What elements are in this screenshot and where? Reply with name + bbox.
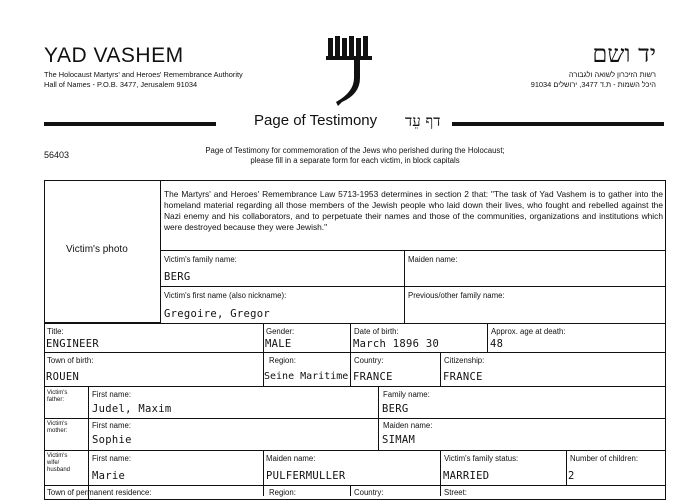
citizenship-field[interactable]: FRANCE xyxy=(443,371,483,383)
org-address-he xyxy=(531,80,656,90)
divider xyxy=(350,323,351,353)
spouse-row-label xyxy=(47,453,70,474)
divider xyxy=(160,250,666,251)
divider xyxy=(263,450,264,486)
children-label: Number of children: xyxy=(570,454,639,463)
divider xyxy=(487,323,488,353)
father-family-name-field[interactable]: BERG xyxy=(382,403,409,415)
mother-row-label-line2: mother: xyxy=(47,428,68,434)
divider xyxy=(44,323,666,324)
region-field[interactable]: Seine Maritime xyxy=(264,371,349,382)
form-title-en: Page of Testimony xyxy=(254,112,378,129)
mother-row-label xyxy=(47,421,67,435)
father-row-label-line1: Victim's xyxy=(47,390,68,396)
divider xyxy=(44,485,666,486)
dob-label: Date of birth: xyxy=(354,327,399,336)
age-field[interactable]: 48 xyxy=(490,338,504,350)
father-row-label-line2: father: xyxy=(47,397,65,403)
spouse-row-label-line1: Victim's xyxy=(47,453,68,459)
spouse-row-label-line2: wife/ xyxy=(47,460,60,466)
dob-field[interactable]: March 1896 30 xyxy=(353,338,440,350)
family-status-field[interactable]: MARRIED xyxy=(443,470,490,482)
father-row-label xyxy=(47,390,67,404)
mother-maiden-name-field[interactable]: SIMAM xyxy=(382,434,416,446)
mother-row-label-line1: Victim's xyxy=(47,421,68,427)
gender-label: Gender: xyxy=(266,327,295,336)
law-text: The Martyrs' and Heroes' Remembrance Law 5713-1953 determines in section 2 that: "The task of Yad Vashem is to gather into the homeland material regarding all those members of the Jewish people who laid down their lives, who fought and rebelled against the Nazi enemy and his collaborators, and to perpetuate their names and those of the communities, organizations and institutions which were destroyed because they were Jewish." xyxy=(164,189,663,233)
title-rule-right xyxy=(452,122,664,126)
mother-first-name-label: First name: xyxy=(92,421,131,430)
region-label: Region: xyxy=(269,356,296,365)
form-intro xyxy=(160,146,550,166)
town-of-birth-field[interactable]: ROUEN xyxy=(46,371,80,383)
spouse-maiden-name-field[interactable]: PULFERMULLER xyxy=(266,470,346,482)
first-name-label: Victim's first name (also nickname): xyxy=(164,291,287,300)
divider xyxy=(44,386,666,387)
father-family-name-label: Family name: xyxy=(383,390,430,399)
maiden-name-label: Maiden name: xyxy=(408,255,458,264)
yad-vashem-emblem-icon xyxy=(324,36,376,113)
family-status-label: Victim's family status: xyxy=(444,454,519,463)
divider xyxy=(88,386,89,500)
father-first-name-label: First name: xyxy=(92,390,131,399)
divider xyxy=(263,323,264,353)
divider xyxy=(44,418,666,419)
org-address-en: Hall of Names - P.O.B. 3477, Jerusalem 91034 xyxy=(44,80,198,89)
family-name-field[interactable]: BERG xyxy=(164,271,191,283)
age-label: Approx. age at death: xyxy=(491,327,566,336)
town-of-birth-label: Town of birth: xyxy=(47,356,94,365)
family-name-label: Victim's family name: xyxy=(164,255,237,264)
divider xyxy=(160,286,666,287)
divider xyxy=(44,450,666,451)
title-field[interactable]: ENGINEER xyxy=(46,338,99,350)
residence-street-label: Street: xyxy=(444,488,467,497)
country-field[interactable]: FRANCE xyxy=(353,371,393,383)
org-title-en: YAD VASHEM xyxy=(44,44,184,67)
org-address-he-zip: 91034 xyxy=(530,80,552,89)
photo-label: Victim's photo xyxy=(66,244,128,255)
org-subtitle-en: The Holocaust Martyrs' and Heroes' Remembrance Authority xyxy=(44,70,243,79)
intro-line-2: please fill in a separate form for each victim, in block capitals xyxy=(250,156,460,165)
org-subtitle-he: רשות הזיכרון לשואה ולגבורה xyxy=(568,70,656,79)
org-address-he-text: היכל השמות - ת.ד 3477, ירושלים xyxy=(553,80,656,89)
gender-field[interactable]: MALE xyxy=(265,338,292,350)
divider xyxy=(440,485,441,496)
title-label: Title: xyxy=(47,327,64,336)
divider xyxy=(350,485,351,496)
father-first-name-field[interactable]: Judel, Maxim xyxy=(92,403,172,415)
divider xyxy=(44,352,666,353)
divider xyxy=(440,352,441,386)
document-number: 56403 xyxy=(44,150,70,160)
title-rule-left xyxy=(44,122,216,126)
org-title-he: יד ושם xyxy=(592,40,656,68)
country-label: Country: xyxy=(354,356,384,365)
spouse-first-name-label: First name: xyxy=(92,454,131,463)
spouse-first-name-field[interactable]: Marie xyxy=(92,470,126,482)
first-name-field[interactable]: Gregoire, Gregor xyxy=(164,308,270,320)
residence-town-label: Town of permanent residence: xyxy=(47,488,152,497)
spouse-row-label-line3: husband xyxy=(47,467,71,473)
mother-maiden-name-label: Maiden name: xyxy=(383,421,433,430)
mother-first-name-field[interactable]: Sophie xyxy=(92,434,132,446)
citizenship-label: Citizenship: xyxy=(444,356,485,365)
form-title-he: דף עֵד xyxy=(405,112,441,130)
residence-region-label: Region: xyxy=(269,488,296,497)
children-field[interactable]: 2 xyxy=(568,470,575,482)
previous-family-name-label: Previous/other family name: xyxy=(408,291,505,300)
divider xyxy=(350,352,351,386)
divider xyxy=(263,485,264,496)
divider xyxy=(566,450,567,486)
residence-country-label: Country: xyxy=(354,488,384,497)
divider xyxy=(440,450,441,486)
spouse-maiden-name-label: Maiden name: xyxy=(266,454,316,463)
intro-line-1: Page of Testimony for commemoration of the Jews who perished during the Holocaust; xyxy=(205,146,505,155)
